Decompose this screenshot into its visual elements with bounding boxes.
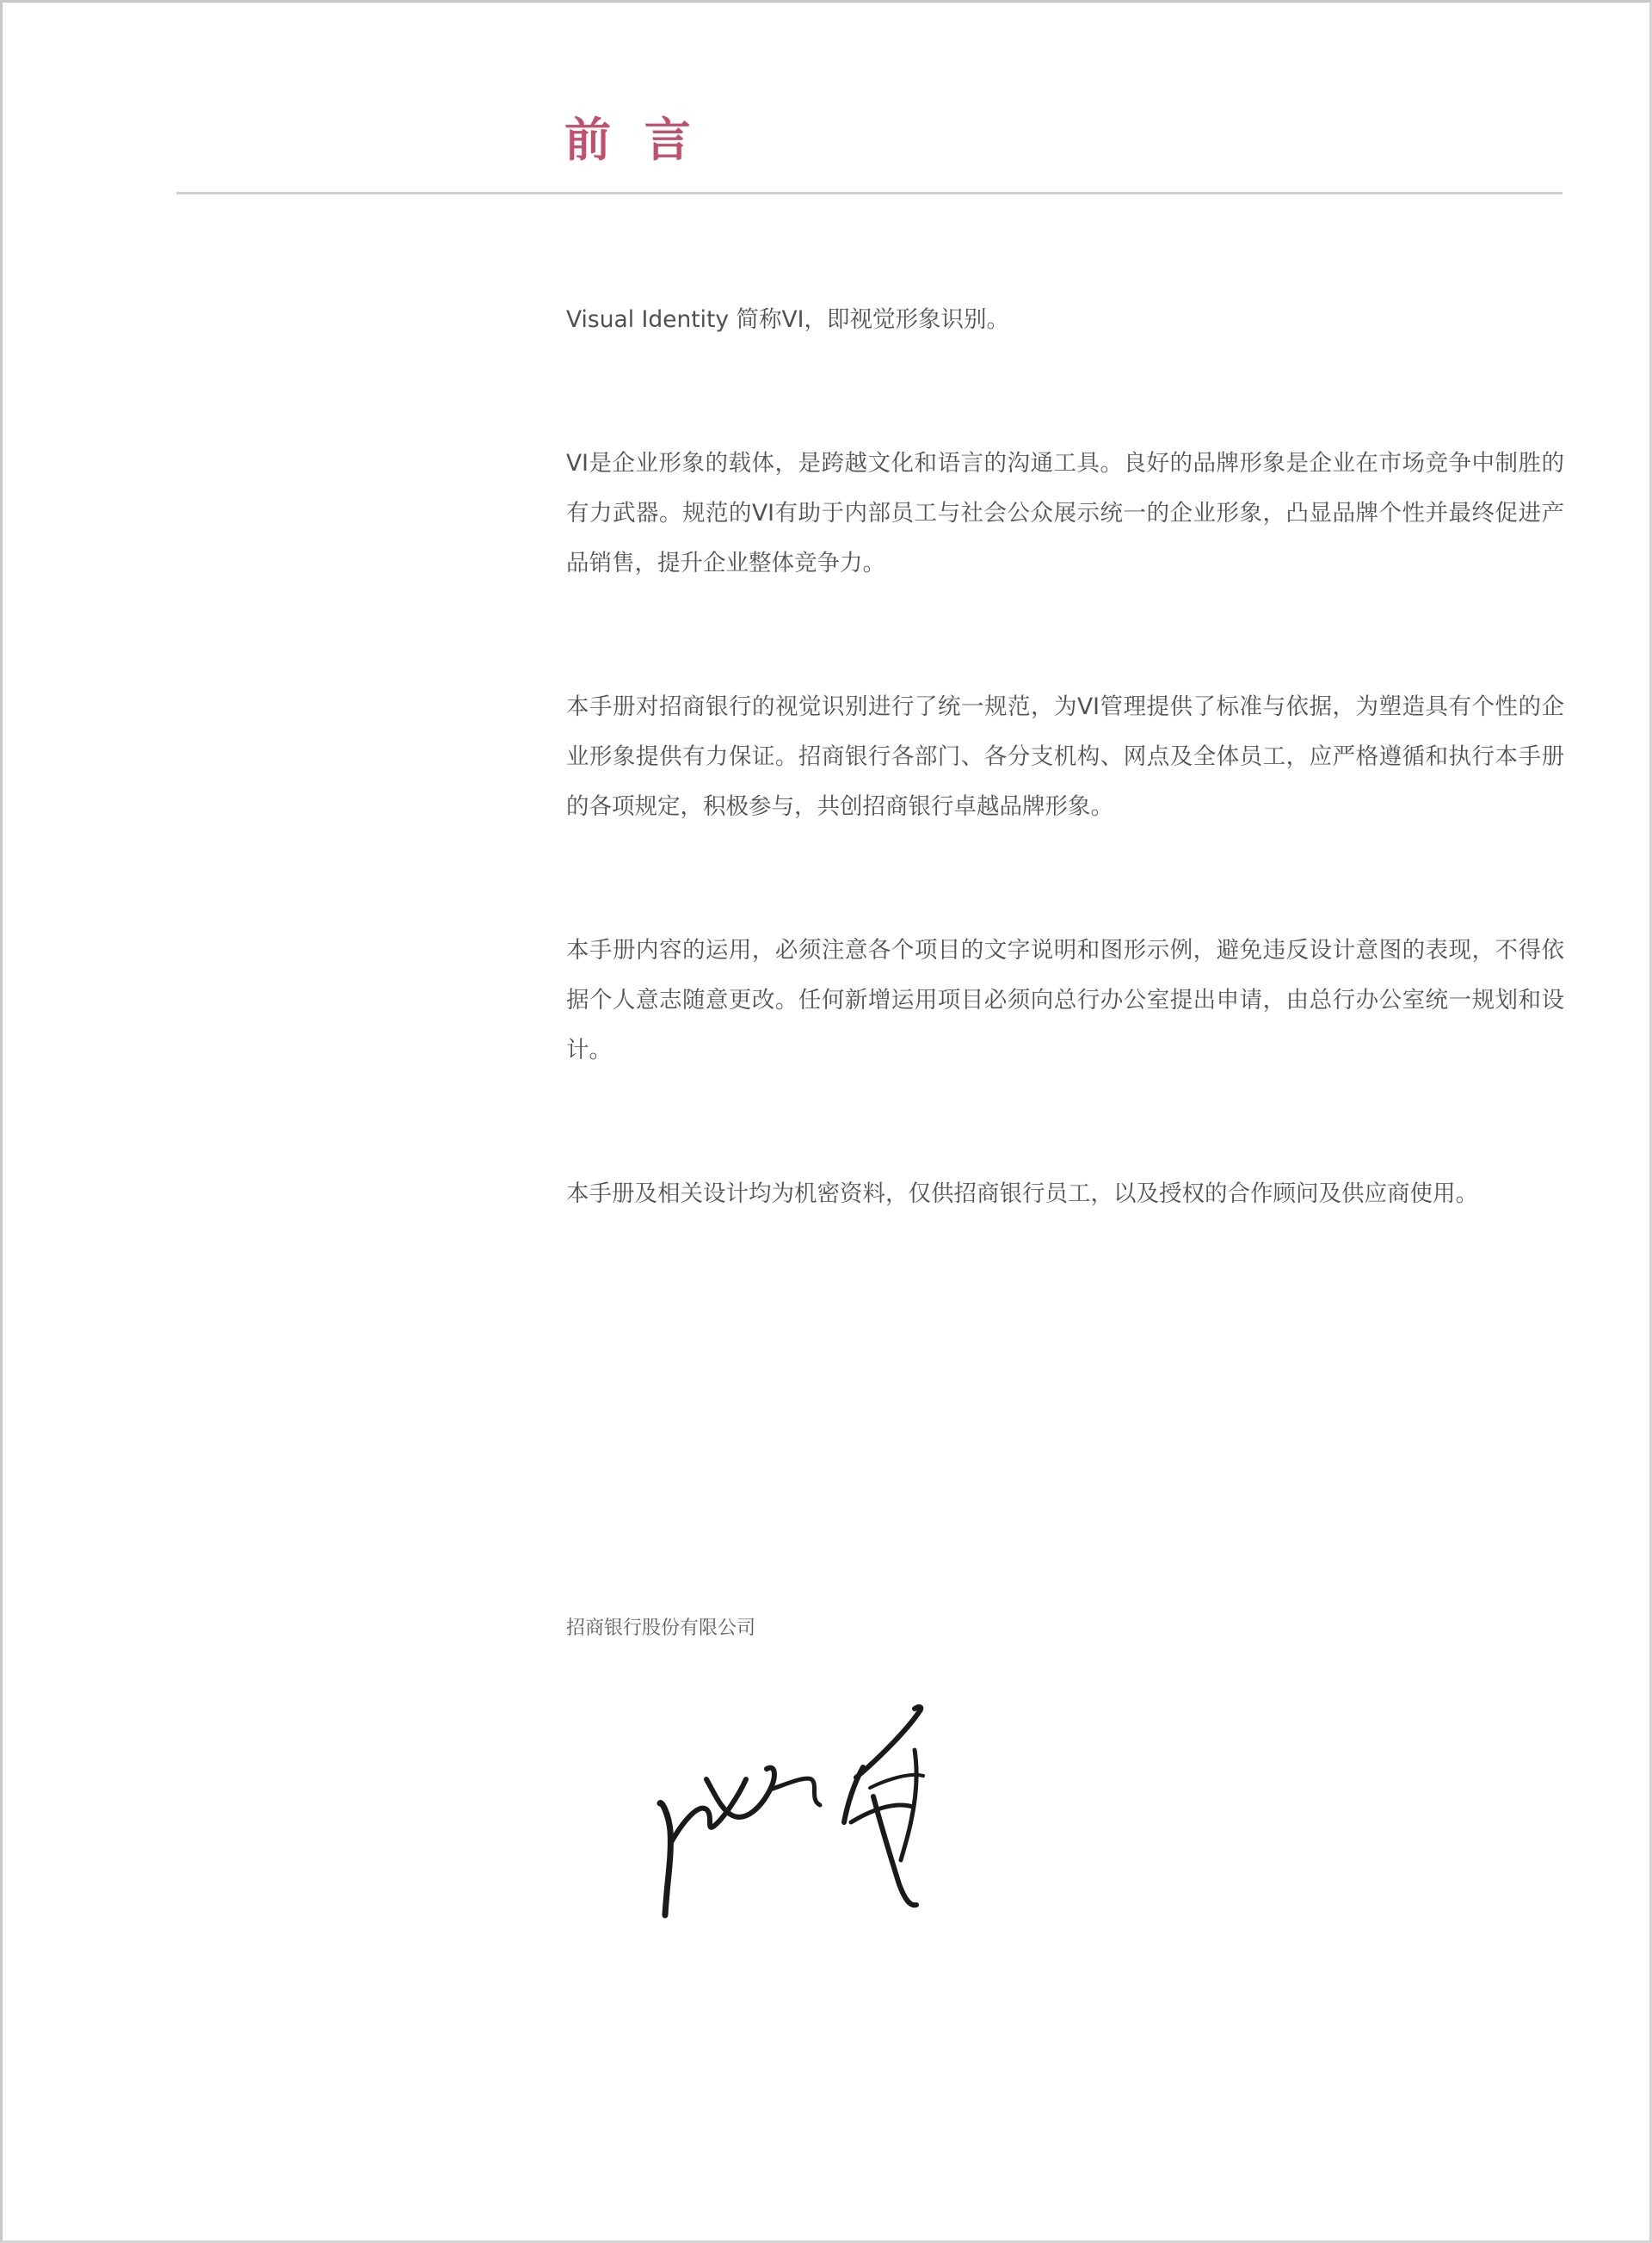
handwritten-signature [656, 1693, 1001, 1926]
page-title: 前 言 [564, 113, 700, 167]
header-divider [176, 192, 1563, 194]
paragraph-usage-rules: 本手册内容的运用，必须注意各个项目的文字说明和图形示例，避免违反设计意图的表现，不得依据个人意志随意更改。任何新增运用项目必须向总行办公室提出申请，由总行办公室统一规划和设计。 [566, 937, 1564, 1063]
company-name: 招商银行股份有限公司 [566, 1618, 756, 1639]
paragraph-confidentiality: 本手册及相关设计均为机密资料，仅供招商银行员工，以及授权的合作顾问及供应商使用。 [566, 1180, 1478, 1207]
paragraph-intro: Visual Identity 简称VI，即视觉形象识别。 [566, 306, 1009, 333]
paragraph-manual-scope: 本手册对招商银行的视觉识别进行了统一规范，为VI管理提供了标准与依据，为塑造具有个性的企业形象提供有力保证。招商银行各部门、各分支机构、网点及全体员工，应严格遵循和执行本手册的各项规定，积极参与，共创招商银行卓越品牌形象。 [566, 693, 1564, 820]
paragraph-vi-purpose: VI是企业形象的载体，是跨越文化和语言的沟通工具。良好的品牌形象是企业在市场竞争中制胜的有力武器。规范的VI有助于内部员工与社会公众展示统一的企业形象，凸显品牌个性并最终促进产品销售，提升企业整体竞争力。 [566, 450, 1564, 576]
preface-body [566, 295, 1564, 1219]
